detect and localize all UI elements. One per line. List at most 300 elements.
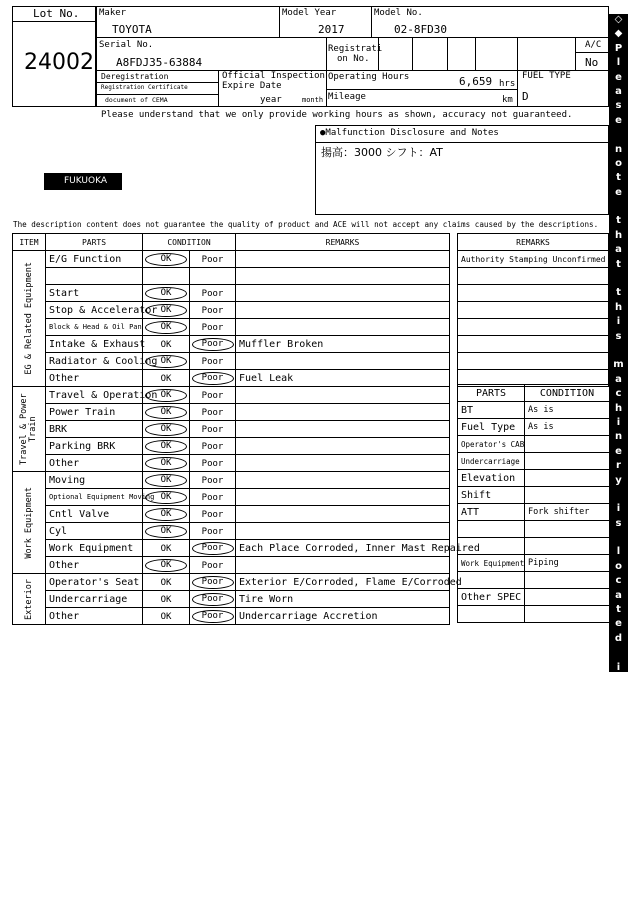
part-name: Work Equipment <box>46 540 143 557</box>
table-row <box>13 421 450 438</box>
table-row <box>13 608 450 625</box>
remarks-cell <box>458 268 609 285</box>
remarks-row <box>458 268 609 285</box>
side-banner-char: l <box>616 57 621 69</box>
side-banner-char: r <box>616 460 621 472</box>
condition-poor <box>190 268 236 285</box>
condition-poor <box>190 557 236 574</box>
table-row <box>13 370 450 387</box>
side-banner-char: e <box>615 618 622 630</box>
parts-cell <box>458 521 525 538</box>
mileage-divider <box>326 89 517 90</box>
lot-label: Lot No. <box>33 7 80 20</box>
right-parts-table <box>457 384 610 623</box>
table-row <box>13 489 450 506</box>
header-vline-2 <box>371 6 372 37</box>
dereg-divider <box>218 70 219 107</box>
side-banner-char <box>609 202 628 216</box>
parts-row <box>458 504 610 521</box>
table-row <box>13 404 450 421</box>
side-banner-char: s <box>615 330 622 342</box>
side-banner-char: m <box>613 359 624 371</box>
table-row <box>13 506 450 523</box>
side-banner-char: i <box>616 661 621 673</box>
condition-ok <box>143 540 190 557</box>
side-banner-char: i <box>616 316 621 328</box>
remark <box>236 489 450 506</box>
remarks-row <box>458 319 609 336</box>
poor-mark: Poor <box>192 593 234 606</box>
condition-ok <box>143 455 190 472</box>
condition-cell <box>525 487 610 504</box>
side-banner-char <box>609 274 628 288</box>
condition-ok <box>143 387 190 404</box>
parts-row <box>458 521 610 538</box>
header-vline-5 <box>412 37 413 70</box>
op-hours-label: Operating Hours <box>328 72 410 82</box>
side-banner-char: r <box>616 848 621 860</box>
condition-poor <box>190 472 236 489</box>
parts-cell: Fuel Type <box>458 419 525 436</box>
header-condition: CONDITION <box>143 234 236 251</box>
condition-poor <box>190 455 236 472</box>
group-label <box>13 472 46 574</box>
poor-mark: Poor <box>192 610 234 623</box>
part-name: Start <box>46 285 143 302</box>
remarks-row <box>458 285 609 302</box>
mileage-label: Mileage <box>328 92 366 102</box>
serial-value: A8FDJ35-63884 <box>116 56 203 69</box>
remark <box>236 557 450 574</box>
side-banner-char: o <box>615 157 622 169</box>
poor-mark: Poor <box>201 424 224 435</box>
poor-mark: Poor <box>201 356 224 367</box>
malfunction-note: 揚高：3000 シフト：AT <box>321 146 443 159</box>
side-banner-char <box>609 533 628 547</box>
remarks-row <box>458 353 609 370</box>
month-label: month <box>302 96 324 104</box>
maker-label: Maker <box>99 8 127 18</box>
side-banner-char: t <box>616 172 621 184</box>
side-banner-char: u <box>614 747 623 759</box>
part-name: Moving <box>46 472 143 489</box>
side-banner-char <box>609 346 628 360</box>
model-no-label: Model No. <box>374 8 423 18</box>
table-row <box>13 251 450 268</box>
side-banner-char: n <box>614 675 623 687</box>
side-banner-char: e <box>615 445 622 457</box>
parts-row <box>458 572 610 589</box>
remarks-row <box>458 302 609 319</box>
part-name <box>46 268 143 285</box>
parts-row <box>458 589 610 606</box>
remark: Fuel Leak <box>236 370 450 387</box>
side-banner-char: s <box>615 517 622 529</box>
header-vline-3 <box>326 37 327 107</box>
poor-mark: Poor <box>201 509 224 520</box>
side-banner-char: c <box>615 575 622 587</box>
poor-mark: Poor <box>201 475 224 486</box>
group-label <box>13 574 46 625</box>
condition-ok <box>143 421 190 438</box>
ok-mark: OK <box>160 543 172 554</box>
table-row <box>13 268 450 285</box>
ok-mark: OK <box>145 321 187 334</box>
condition-ok <box>143 404 190 421</box>
ac-label: A/C <box>585 40 602 50</box>
header-vline-7 <box>475 37 476 70</box>
side-banner-char: l <box>616 546 621 558</box>
condition-ok <box>143 319 190 336</box>
condition-poor <box>190 319 236 336</box>
condition-cell: As is <box>525 419 610 436</box>
condition-cell <box>525 521 610 538</box>
ok-mark: OK <box>160 373 172 384</box>
malfunction-box <box>315 125 609 215</box>
table-row <box>13 438 450 455</box>
condition-poor <box>190 438 236 455</box>
registration-label-2: on No. <box>337 54 370 64</box>
poor-mark: Poor <box>201 458 224 469</box>
condition-cell: Fork shifter <box>525 504 610 521</box>
remarks-header-row <box>458 234 609 251</box>
remark: Each Place Corroded, Inner Mast Repaired <box>236 540 450 557</box>
poor-mark: Poor <box>192 542 234 555</box>
side-banner-char: a <box>615 589 622 601</box>
ok-mark: OK <box>145 406 187 419</box>
table-header-row <box>13 234 450 251</box>
km-unit: km <box>502 95 513 105</box>
condition-poor <box>190 353 236 370</box>
ok-mark: OK <box>145 423 187 436</box>
remarks-cell <box>458 353 609 370</box>
side-banner-char: ◇ <box>614 891 623 903</box>
parts-row <box>458 419 610 436</box>
condition-ok <box>143 353 190 370</box>
ok-mark: OK <box>160 339 172 350</box>
ok-mark: OK <box>145 253 187 266</box>
remarks-header: REMARKS <box>458 234 609 251</box>
registration-label-1: Registrati <box>328 44 383 54</box>
parts-row <box>458 487 610 504</box>
condition-ok <box>143 251 190 268</box>
group-label-text: Exterior <box>23 578 34 620</box>
header-parts: PARTS <box>46 234 143 251</box>
header-line-1 <box>96 37 609 38</box>
cema-label: document of CEMA <box>105 96 168 104</box>
table-row <box>13 353 450 370</box>
side-banner-char: a <box>615 834 622 846</box>
part-name: Undercarriage <box>46 591 143 608</box>
ac-value: No <box>585 56 599 69</box>
part-name: Parking BRK <box>46 438 143 455</box>
condition-poor <box>190 608 236 625</box>
group-label-text: Work Equipment <box>23 486 34 559</box>
side-banner-char: y <box>615 474 622 486</box>
table-row <box>13 455 450 472</box>
part-name: Other <box>46 608 143 625</box>
poor-mark: Poor <box>201 288 224 299</box>
remarks-cell: Authority Stamping Unconfirmed <box>458 251 609 268</box>
condition-cell <box>525 538 610 555</box>
part-name: Optional Equipment Moving <box>46 489 143 506</box>
table-row <box>13 523 450 540</box>
header-vline-1 <box>279 6 280 37</box>
table-row <box>13 387 450 404</box>
condition-header: CONDITION <box>525 385 610 402</box>
condition-ok <box>143 336 190 353</box>
remark <box>236 421 450 438</box>
remark <box>236 455 450 472</box>
header-remarks: REMARKS <box>236 234 450 251</box>
parts-cell <box>458 606 525 623</box>
side-banner-char: a <box>615 373 622 385</box>
side-banner-char: k <box>615 776 622 788</box>
condition-cell <box>525 470 610 487</box>
parts-cell: Undercarriage <box>458 453 525 470</box>
remark <box>236 285 450 302</box>
side-banner-char: u <box>614 719 623 731</box>
ok-mark: OK <box>160 611 172 622</box>
remark <box>236 251 450 268</box>
ok-mark: OK <box>160 594 172 605</box>
condition-ok <box>143 268 190 285</box>
ok-mark: OK <box>145 559 187 572</box>
part-name: Cntl Valve <box>46 506 143 523</box>
part-name: Travel & Operation <box>46 387 143 404</box>
part-name: E/G Function <box>46 251 143 268</box>
year-label: year <box>260 95 282 105</box>
side-banner-char: i <box>616 503 621 515</box>
condition-poor <box>190 387 236 404</box>
parts-header-row <box>458 385 610 402</box>
remarks-cell <box>458 336 609 353</box>
condition-poor <box>190 540 236 557</box>
group-label <box>13 251 46 387</box>
condition-poor <box>190 302 236 319</box>
condition-ok <box>143 608 190 625</box>
parts-cell: Work Equipment <box>458 555 525 572</box>
poor-mark: Poor <box>201 492 224 503</box>
side-banner-char: ◇ <box>614 14 623 25</box>
side-banner-char: t <box>616 604 621 616</box>
table-row <box>13 591 450 608</box>
side-banner-char: c <box>615 388 622 400</box>
group-label <box>13 387 46 472</box>
header-vline-9 <box>575 37 576 70</box>
remarks-cell <box>458 285 609 302</box>
side-banner-char: o <box>615 560 622 572</box>
remark: Muffler Broken <box>236 336 450 353</box>
poor-mark: Poor <box>201 560 224 571</box>
parts-cell: Operator's CAB <box>458 436 525 453</box>
condition-poor <box>190 574 236 591</box>
part-name: Other <box>46 557 143 574</box>
side-banner-char <box>609 648 628 662</box>
condition-cell <box>525 436 610 453</box>
model-no-value: 02-8FD30 <box>394 23 447 36</box>
side-banner-char: o <box>615 762 622 774</box>
table-row <box>13 285 450 302</box>
side-banner-char: h <box>614 402 623 414</box>
poor-mark: Poor <box>201 526 224 537</box>
side-banner-char: ◆ <box>614 877 623 889</box>
poor-mark: Poor <box>201 254 224 265</box>
remark: Exterior E/Corroded, Flame E/Corroded <box>236 574 450 591</box>
side-banner-char: e <box>615 71 622 83</box>
malfunction-divider <box>315 142 609 143</box>
remark <box>236 523 450 540</box>
poor-mark: Poor <box>192 576 234 589</box>
group-label-text: Travel & Power Train <box>19 393 38 465</box>
fuel-type-value: D <box>522 90 529 103</box>
poor-mark: Poor <box>192 338 234 351</box>
part-name: BRK <box>46 421 143 438</box>
poor-mark: Poor <box>201 322 224 333</box>
serial-label: Serial No. <box>99 40 154 50</box>
parts-cell <box>458 572 525 589</box>
side-banner-char: e <box>615 114 622 126</box>
header-item: ITEM <box>13 234 46 251</box>
condition-ok <box>143 557 190 574</box>
part-name: Block & Head & Oil Pan <box>46 319 143 336</box>
remarks-cell <box>458 302 609 319</box>
side-banner-char: P <box>614 42 623 54</box>
table-row <box>13 557 450 574</box>
parts-cell: Elevation <box>458 470 525 487</box>
poor-mark: Poor <box>192 372 234 385</box>
condition-ok <box>143 472 190 489</box>
side-banner-char: t <box>616 258 621 270</box>
side-banner-char: d <box>614 632 623 644</box>
condition-ok <box>143 302 190 319</box>
condition-cell <box>525 606 610 623</box>
parts-header: PARTS <box>458 385 525 402</box>
condition-ok <box>143 591 190 608</box>
parts-row <box>458 538 610 555</box>
condition-ok <box>143 489 190 506</box>
remark: Undercarriage Accretion <box>236 608 450 625</box>
parts-cell <box>458 538 525 555</box>
ok-mark: OK <box>145 457 187 470</box>
side-banner-char: a <box>615 791 622 803</box>
parts-row <box>458 436 610 453</box>
condition-ok <box>143 370 190 387</box>
table-row <box>13 540 450 557</box>
ok-mark: OK <box>145 287 187 300</box>
parts-row <box>458 453 610 470</box>
ok-mark: OK <box>145 525 187 538</box>
condition-poor <box>190 523 236 540</box>
location-badge-text: FUKUOKA <box>64 176 107 186</box>
condition-ok <box>143 438 190 455</box>
side-banner-char <box>609 490 628 504</box>
condition-cell <box>525 572 610 589</box>
parts-cell: Shift <box>458 487 525 504</box>
condition-poor <box>190 336 236 353</box>
condition-cell <box>525 589 610 606</box>
remark <box>236 302 450 319</box>
condition-cell: As is <box>525 402 610 419</box>
condition-cell <box>525 453 610 470</box>
table-row <box>13 472 450 489</box>
maker-value: TOYOTA <box>112 23 152 36</box>
hours-notice: Please understand that we only provide working hours as shown, accuracy not guaranteed. <box>101 110 573 120</box>
right-remarks-table <box>457 233 609 387</box>
remark <box>236 387 450 404</box>
remark <box>236 319 450 336</box>
ac-divider <box>575 52 609 53</box>
header-vline-6 <box>447 37 448 70</box>
parts-cell: Other SPEC <box>458 589 525 606</box>
remarks-row <box>458 336 609 353</box>
disclaimer: The description content does not guarantee the quality of product and ACE will not accept any claims caused by the descriptions. <box>13 220 599 229</box>
side-banner-char: a <box>615 85 622 97</box>
condition-poor <box>190 506 236 523</box>
condition-ok <box>143 506 190 523</box>
condition-poor <box>190 370 236 387</box>
malfunction-title: ●Malfunction Disclosure and Notes <box>320 128 499 138</box>
ok-mark: OK <box>145 389 187 402</box>
poor-mark: Poor <box>201 390 224 401</box>
remark <box>236 353 450 370</box>
side-banner-char: Y <box>614 819 623 831</box>
side-banner-char: h <box>614 229 623 241</box>
model-year-value: 2017 <box>318 23 345 36</box>
side-banner-char <box>609 806 628 820</box>
part-name: Cyl <box>46 523 143 540</box>
side-banner-char: a <box>615 244 622 256</box>
table-row <box>13 336 450 353</box>
side-banner-char: F <box>615 704 622 716</box>
parts-cell: BT <box>458 402 525 419</box>
parts-row <box>458 555 610 572</box>
part-name: Operator's Seat <box>46 574 143 591</box>
table-row <box>13 574 450 591</box>
condition-poor <box>190 489 236 506</box>
dereg-line-2 <box>96 94 218 95</box>
part-name: Radiator & Cooling <box>46 353 143 370</box>
parts-cell: ATT <box>458 504 525 521</box>
condition-poor <box>190 251 236 268</box>
side-banner-char: k <box>615 733 622 745</box>
side-banner-char: e <box>615 186 622 198</box>
condition-cell: Piping <box>525 555 610 572</box>
condition-poor <box>190 421 236 438</box>
group-label-text: EG & Related Equipment <box>23 262 34 375</box>
condition-ok <box>143 523 190 540</box>
inspection-label-1: Official Inspection <box>222 71 325 81</box>
condition-poor <box>190 591 236 608</box>
poor-mark: Poor <box>201 441 224 452</box>
condition-ok <box>143 285 190 302</box>
remark <box>236 268 450 285</box>
ok-mark: OK <box>145 355 187 368</box>
lot-number: 24002 <box>24 50 94 75</box>
side-banner-char: d <box>614 863 623 875</box>
side-banner-char: n <box>614 431 623 443</box>
ok-mark: OK <box>145 491 187 504</box>
remarks-row <box>458 251 609 268</box>
reg-cert-label: Registration Certificate <box>101 84 188 91</box>
part-name: Power Train <box>46 404 143 421</box>
condition-poor <box>190 404 236 421</box>
side-banner-char: i <box>616 416 621 428</box>
dereg-label: Deregistration <box>101 72 169 81</box>
part-name: Other <box>46 455 143 472</box>
parts-row <box>458 470 610 487</box>
side-banner-char: s <box>615 100 622 112</box>
